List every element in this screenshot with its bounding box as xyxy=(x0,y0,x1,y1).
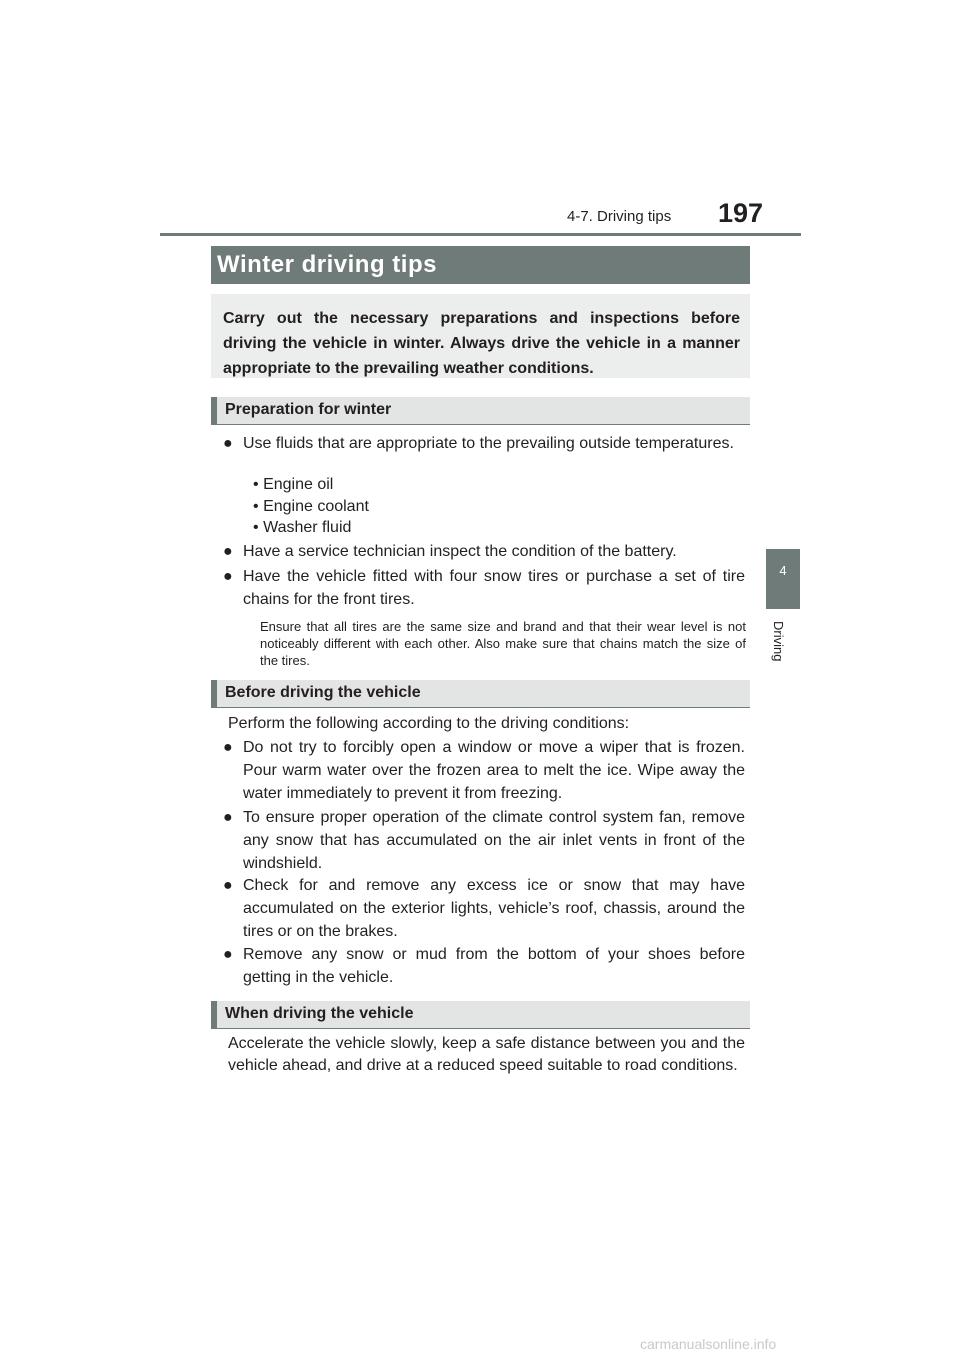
sub-list-item xyxy=(253,474,333,496)
list-item xyxy=(223,565,745,611)
list-item xyxy=(223,432,745,455)
bullet-icon: ● xyxy=(223,739,233,756)
note-text: Ensure that all tires are the same size and brand and that their wear level is not noticeably different with each other. Also make sure that chains match the size of the tires. xyxy=(260,619,746,668)
section-lead-text: Perform the following according to the driving conditions: xyxy=(228,715,630,732)
list-item-text: Do not try to forcibly open a window or move a wiper that is frozen. Pour warm water over the frozen area to melt the ice. Wipe away the water immediately to prevent it from freezing. xyxy=(243,739,745,802)
list-item xyxy=(223,874,745,943)
sub-list-item xyxy=(253,517,351,539)
sub-bullet-icon: • xyxy=(253,498,259,515)
list-item xyxy=(223,943,745,989)
list-item-text: Use fluids that are appropriate to the prevailing outside temperatures. xyxy=(243,435,734,452)
chapter-label-text: Driving xyxy=(771,621,786,662)
list-item xyxy=(223,540,745,563)
list-item-text: Have a service technician inspect the condition of the battery. xyxy=(243,543,677,560)
list-item xyxy=(223,806,745,875)
sub-list-item-text: Engine coolant xyxy=(263,498,369,515)
sub-bullet-icon: • xyxy=(253,476,259,493)
bullet-icon: ● xyxy=(223,946,233,963)
intro-box: Carry out the necessary preparations and inspections before driving the vehicle in winter. Always drive the vehicle in a manner appropriate to the prevailing weather conditions. xyxy=(211,294,750,378)
section-heading-when-driving: When driving the vehicle xyxy=(211,1001,750,1029)
watermark: carmanualsonline.info xyxy=(640,1336,777,1352)
section-heading-preparation: Preparation for winter xyxy=(211,397,750,425)
chapter-label xyxy=(772,621,786,671)
chapter-tab: 4 xyxy=(766,549,800,609)
list-item-text: Check for and remove any excess ice or snow that may have accumulated on the exterior lights, vehicle’s roof, chassis, around the tires or on the brakes. xyxy=(243,877,745,940)
bullet-icon: ● xyxy=(223,435,233,452)
page-title: Winter driving tips xyxy=(211,246,750,284)
list-item-text: Remove any snow or mud from the bottom of your shoes before getting in the vehicle. xyxy=(243,946,745,986)
bullet-icon: ● xyxy=(223,809,233,826)
page-number: 197 xyxy=(718,198,764,228)
list-item xyxy=(223,736,745,805)
sub-list-item-text: Engine oil xyxy=(263,476,334,493)
list-item-text: Have the vehicle fitted with four snow tires or purchase a set of tire chains for the front tires. xyxy=(243,568,745,608)
section-heading-before-driving: Before driving the vehicle xyxy=(211,680,750,708)
sub-bullet-icon: • xyxy=(253,519,259,536)
header-rule xyxy=(160,233,801,236)
bullet-icon: ● xyxy=(223,568,233,585)
header-section-title: 4-7. Driving tips xyxy=(567,208,672,225)
bullet-icon: ● xyxy=(223,877,233,894)
sub-list-item-text: Washer fluid xyxy=(263,519,352,536)
bullet-icon: ● xyxy=(223,543,233,560)
list-item-text: To ensure proper operation of the climate control system fan, remove any snow that has accumulated on the air inlet vents in front of the windshield. xyxy=(243,809,745,872)
section-body-text: Accelerate the vehicle slowly, keep a safe distance between you and the vehicle ahead, and drive at a reduced speed suitable to road conditions. xyxy=(228,1035,745,1074)
sub-list-item xyxy=(253,496,369,518)
